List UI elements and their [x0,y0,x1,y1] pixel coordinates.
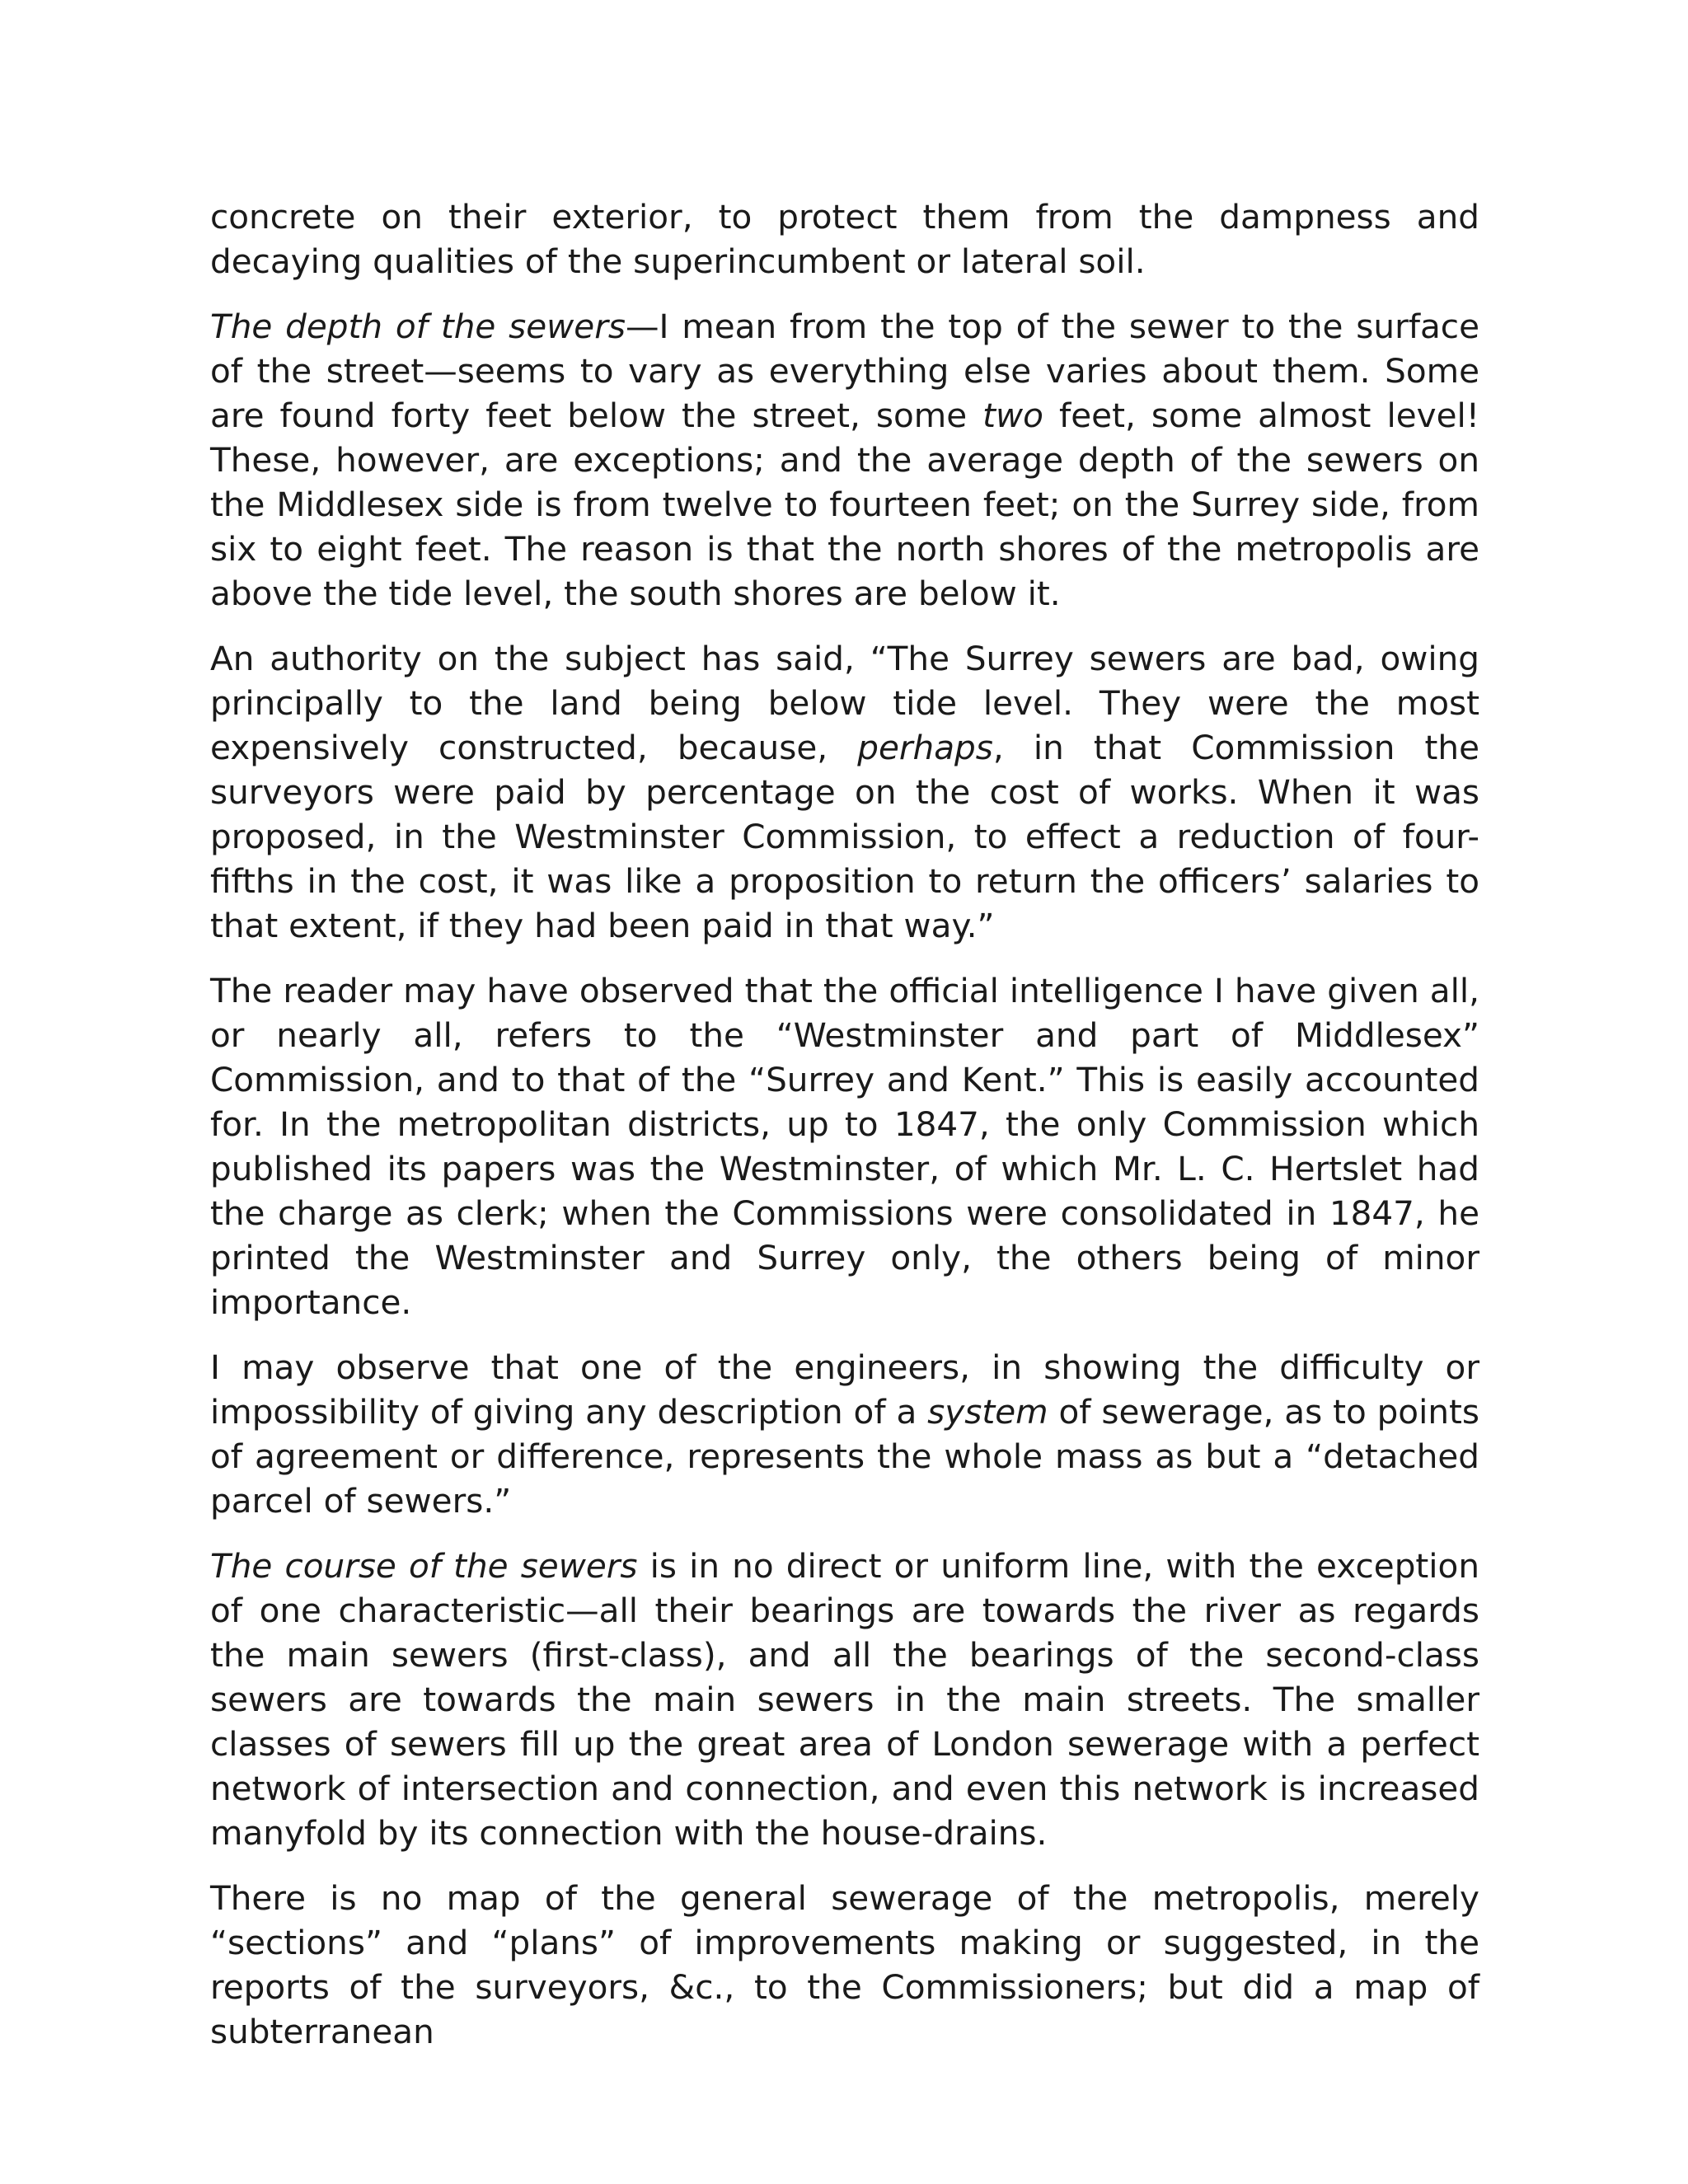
italic-phrase: system [927,1392,1048,1432]
text-segment: is in no direct or uniform line, with the exception of one characteristic—all their bearings are towards the river as regards the main sewers (first-class), and all the bearings of the second-class sewers are towards the main sewers in the main streets. The smaller classes of sewers fill up the great area of London sewerage with a perfect network of intersection and connection, and even this network is increased manyfold by its connection with the house-drains. [210,1546,1479,1853]
italic-phrase: The course of the sewers [210,1546,638,1586]
text-segment: , in that Commission the surveyors were paid by percentage on the cost of works. When it was proposed, in the Westminster Commission, to effect a reduction of four-fifths in the cost, it was like a proposition to return the officers’ salaries to that extent, if they had been paid in that way.” [210,728,1479,945]
paragraph [210,1876,1479,2054]
text-segment: of sewerage, as to points of agreement or difference, represents the whole mass as but a “detached parcel of sewers.” [210,1392,1479,1521]
paragraph [210,1544,1479,1855]
italic-phrase: two [982,396,1043,435]
paragraph [210,1345,1479,1523]
text-segment: An authority on the subject has said, “The Surrey sewers are bad, owing principally to the land being below tide level. They were the most expensively constructed, because, [210,639,1479,767]
italic-phrase: The depth of the sewers [210,307,626,346]
text-segment: I may observe that one of the engineers, in showing the difficulty or impossibility of giving any description of a [210,1347,1479,1432]
paragraph [210,636,1479,948]
text-segment: —I mean from the top of the sewer to the surface of the street—seems to vary as everything else varies about them. Some are found forty feet below the street, some [210,307,1479,435]
text-segment: concrete on their exterior, to protect them from the dampness and decaying qualities of the superincumbent or lateral soil. [210,197,1479,281]
text-segment: feet, some almost level! These, however, are exceptions; and the average depth of the sewers on the Middlesex side is from twelve to fourteen feet; on the Surrey side, from six to eight feet. The reason is that the north shores of the metropolis are above the tide level, the south shores are below it. [210,396,1479,613]
paragraph [210,304,1479,616]
paragraph [210,194,1479,284]
text-segment: The reader may have observed that the official intelligence I have given all, or nearly all, refers to the “Westminster and part of Middlesex” Commission, and to that of the “Surrey and Kent.” This is easily accounted for. In the metropolitan districts, up to 1847, the only Commission which published its papers was the Westminster, of which Mr. L. C. Hertslet had the charge as clerk; when the Commissions were consolidated in 1847, he printed the Westminster and Surrey only, the others being of minor importance. [210,971,1479,1322]
paragraph [210,968,1479,1324]
text-segment: There is no map of the general sewerage of the metropolis, merely “sections” and “plans” of improvements making or suggested, in the reports of the surveyors, &c., to the Commissioners; but did a map of subterranean [210,1878,1479,2051]
italic-phrase: perhaps [857,728,993,767]
body-text [210,194,1479,2074]
